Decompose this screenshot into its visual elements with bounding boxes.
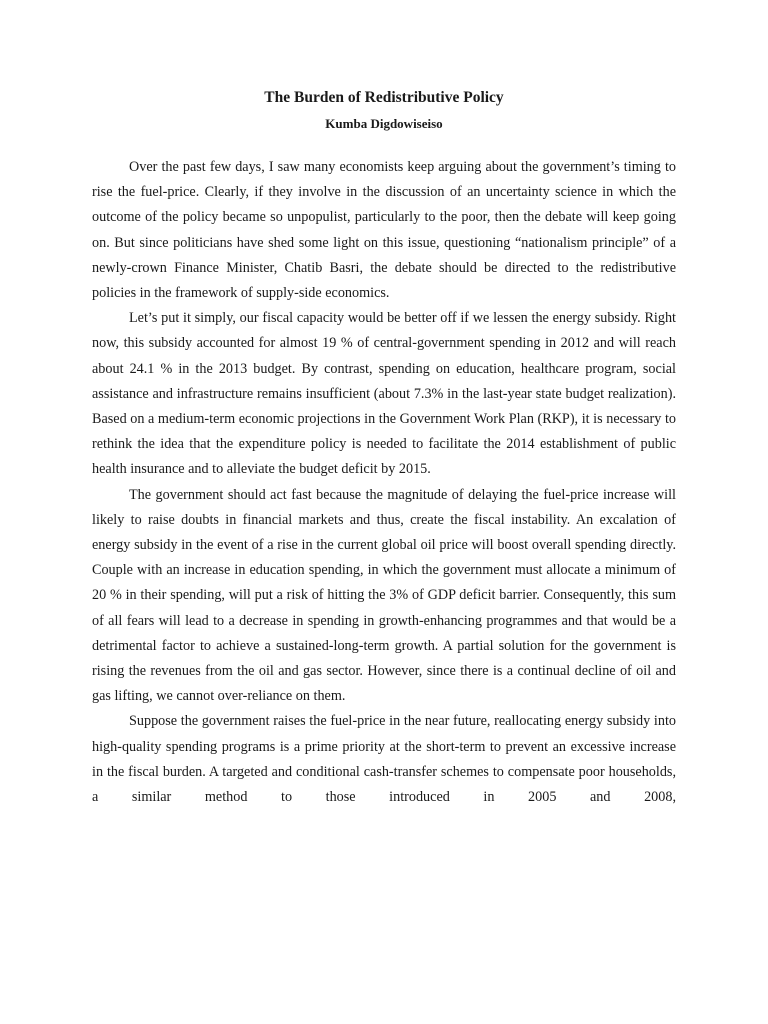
paragraph: Over the past few days, I saw many economists keep arguing about the government’s timing to rise the fuel-price. Clearly, if they involve in the discussion of an uncertainty science in which the outcome of the policy became so unpopulist, particularly to the poor, then the debate will keep going on. But since politicians have shed some light on this issue, questioning “nationalism principle” of a newly-crown Finance Minister, Chatib Basri, the debate should be directed to the redistributive policies in the framework of supply-side economics. bbox=[92, 159, 676, 302]
document-body bbox=[92, 155, 676, 810]
paragraph: Suppose the government raises the fuel-price in the near future, reallocating energy subsidy into high-quality spending programs is a prime priority at the short-term to prevent an excessive increase in the fiscal burden. A targeted and conditional cash-transfer schemes to compensate poor households, a similar method to those introduced in 2005 and 2008, bbox=[92, 713, 676, 806]
document-title: The Burden of Redistributive Policy bbox=[264, 89, 504, 106]
paragraph: The government should act fast because the magnitude of delaying the fuel-price increase will likely to raise doubts in financial markets and thus, create the fiscal instability. An excalation of energy subsidy in the event of a rise in the current global oil price will boost overall spending directly. Couple with an increase in education spending, in which the government must allocate a minimum of 20 % in their spending, will put a risk of hitting the 3% of GDP deficit barrier. Consequently, this sum of all fears will lead to a decrease in spending in growth-enhancing programmes and that would be a detrimental factor to achieve a sustained-long-term growth. A partial solution for the government is rising the revenues from the oil and gas sector. However, since there is a continual decline of oil and gas lifting, we cannot over-reliance on them. bbox=[92, 486, 676, 705]
document-page bbox=[92, 86, 676, 810]
author-name: Kumba Digdowiseiso bbox=[325, 116, 443, 131]
paragraph: Let’s put it simply, our fiscal capacity would be better off if we lessen the energy subsidy. Right now, this subsidy accounted for almost 19 % of central-government spending in 2012 and will reach about 24.1 % in the 2013 budget. By contrast, spending on education, healthcare program, social assistance and infrastructure remains insufficient (about 7.3% in the last-year state budget realization). Based on a medium-term economic projections in the Government Work Plan (RKP), it is necessary to rethink the idea that the expenditure policy is needed to facilitate the 2014 establishment of public health insurance and to alleviate the budget deficit by 2015. bbox=[92, 310, 676, 478]
